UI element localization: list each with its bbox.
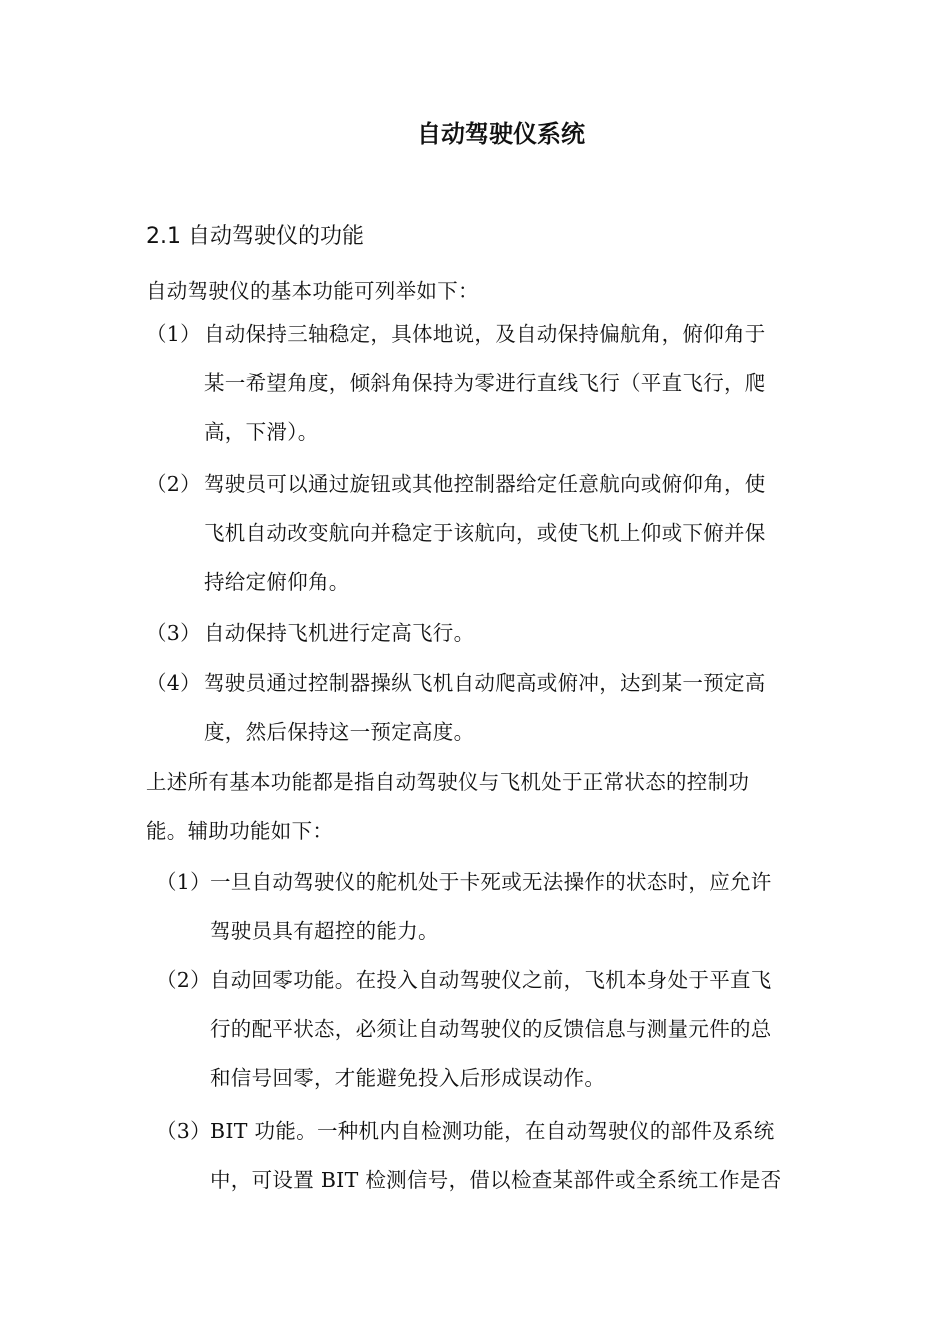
item-line: 驾驶员可以通过旋钮或其他控制器给定任意航向或俯仰角，使 xyxy=(204,472,766,496)
item-number: （1） xyxy=(146,322,201,346)
item-text xyxy=(146,310,810,457)
item-number: （2） xyxy=(146,472,201,496)
item-line: 自动保持三轴稳定，具体地说，及自动保持偏航角，俯仰角于 xyxy=(204,322,766,346)
summary-line: 能。辅助功能如下： xyxy=(146,819,334,843)
item-line: 驾驶员通过控制器操纵飞机自动爬高或俯冲，达到某一预定高 xyxy=(204,671,766,695)
item-line: 自动保持飞机进行定高飞行。 xyxy=(204,621,475,645)
section-heading: 2.1 自动驾驶仪的功能 xyxy=(146,224,364,249)
item-line: 度，然后保持这一预定高度。 xyxy=(204,720,475,744)
item-line: 某一希望角度，倾斜角保持为零进行直线飞行（平直飞行，爬 xyxy=(204,371,766,395)
item-line: 中，可设置 BIT 检测信号，借以检查某部件或全系统工作是否 xyxy=(210,1168,782,1192)
aux-function-item xyxy=(156,858,810,956)
item-line: 飞机自动改变航向并稳定于该航向，或使飞机上仰或下俯并保 xyxy=(204,521,766,545)
item-line: 自动回零功能。在投入自动驾驶仪之前，飞机本身处于平直飞 xyxy=(210,968,772,992)
basic-function-item xyxy=(146,460,810,607)
basic-function-item xyxy=(146,310,810,457)
item-text xyxy=(146,609,810,658)
summary-line: 上述所有基本功能都是指自动驾驶仪与飞机处于正常状态的控制功 xyxy=(146,770,750,794)
item-number: （1） xyxy=(156,870,211,894)
aux-function-item xyxy=(156,956,810,1103)
item-line: BIT 功能。一种机内自检测功能，在自动驾驶仪的部件及系统 xyxy=(210,1119,775,1143)
intro-paragraph: 自动驾驶仪的基本功能可列举如下： xyxy=(146,279,479,303)
item-text xyxy=(156,858,810,956)
item-number: （2） xyxy=(156,968,211,992)
basic-function-item xyxy=(146,659,810,757)
item-text xyxy=(146,460,810,607)
item-text xyxy=(146,659,810,757)
item-text xyxy=(156,1107,810,1205)
item-number: （3） xyxy=(156,1119,211,1143)
item-line: 一旦自动驾驶仪的舵机处于卡死或无法操作的状态时，应允许 xyxy=(210,870,772,894)
item-text xyxy=(156,956,810,1103)
document-title: 自动驾驶仪系统 xyxy=(417,120,585,148)
item-line: 行的配平状态，必须让自动驾驶仪的反馈信息与测量元件的总 xyxy=(210,1017,772,1041)
aux-function-item xyxy=(156,1107,810,1205)
item-number: （3） xyxy=(146,621,201,645)
item-line: 持给定俯仰角。 xyxy=(204,570,350,594)
basic-function-item xyxy=(146,609,810,658)
item-line: 高，下滑）。 xyxy=(204,420,319,444)
summary-paragraph xyxy=(146,758,810,856)
item-number: （4） xyxy=(146,671,201,695)
item-line: 驾驶员具有超控的能力。 xyxy=(210,919,439,943)
item-line: 和信号回零，才能避免投入后形成误动作。 xyxy=(210,1066,606,1090)
